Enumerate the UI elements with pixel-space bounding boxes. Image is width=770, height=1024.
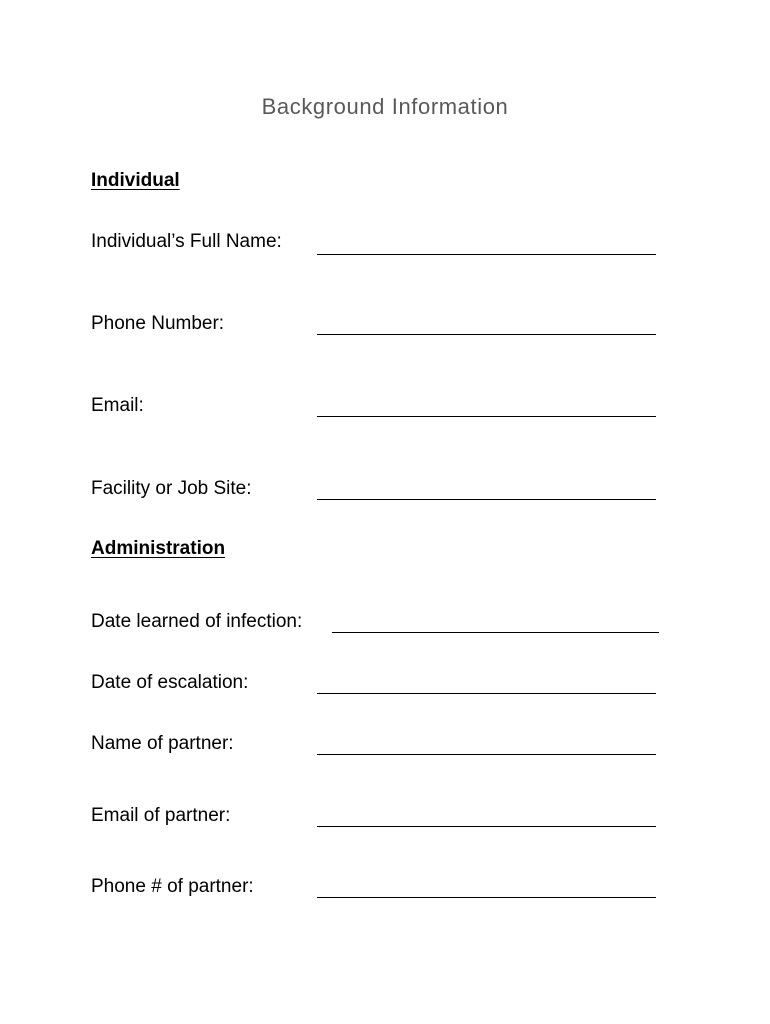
date-escalation-label: Date of escalation:	[91, 672, 249, 693]
email-label: Email:	[91, 395, 144, 416]
partner-name-label: Name of partner:	[91, 733, 234, 754]
partner-name-blank	[317, 754, 656, 755]
page-title: Background Information	[261, 94, 509, 119]
partner-email-label: Email of partner:	[91, 805, 231, 826]
phone-number-label: Phone Number:	[91, 313, 225, 334]
date-learned-blank	[332, 632, 659, 633]
full-name-label: Individual’s Full Name:	[91, 231, 282, 252]
email-blank	[317, 416, 656, 417]
section-heading-individual: Individual	[91, 170, 180, 191]
date-learned-label: Date learned of infection:	[91, 611, 303, 632]
phone-number-blank	[317, 334, 656, 335]
facility-blank	[317, 499, 656, 500]
full-name-blank	[317, 254, 656, 255]
partner-phone-blank	[317, 897, 656, 898]
partner-email-blank	[317, 826, 656, 827]
date-escalation-blank	[317, 693, 656, 694]
section-heading-administration: Administration	[91, 538, 226, 559]
partner-phone-label: Phone # of partner:	[91, 876, 254, 897]
facility-label: Facility or Job Site:	[91, 478, 252, 499]
